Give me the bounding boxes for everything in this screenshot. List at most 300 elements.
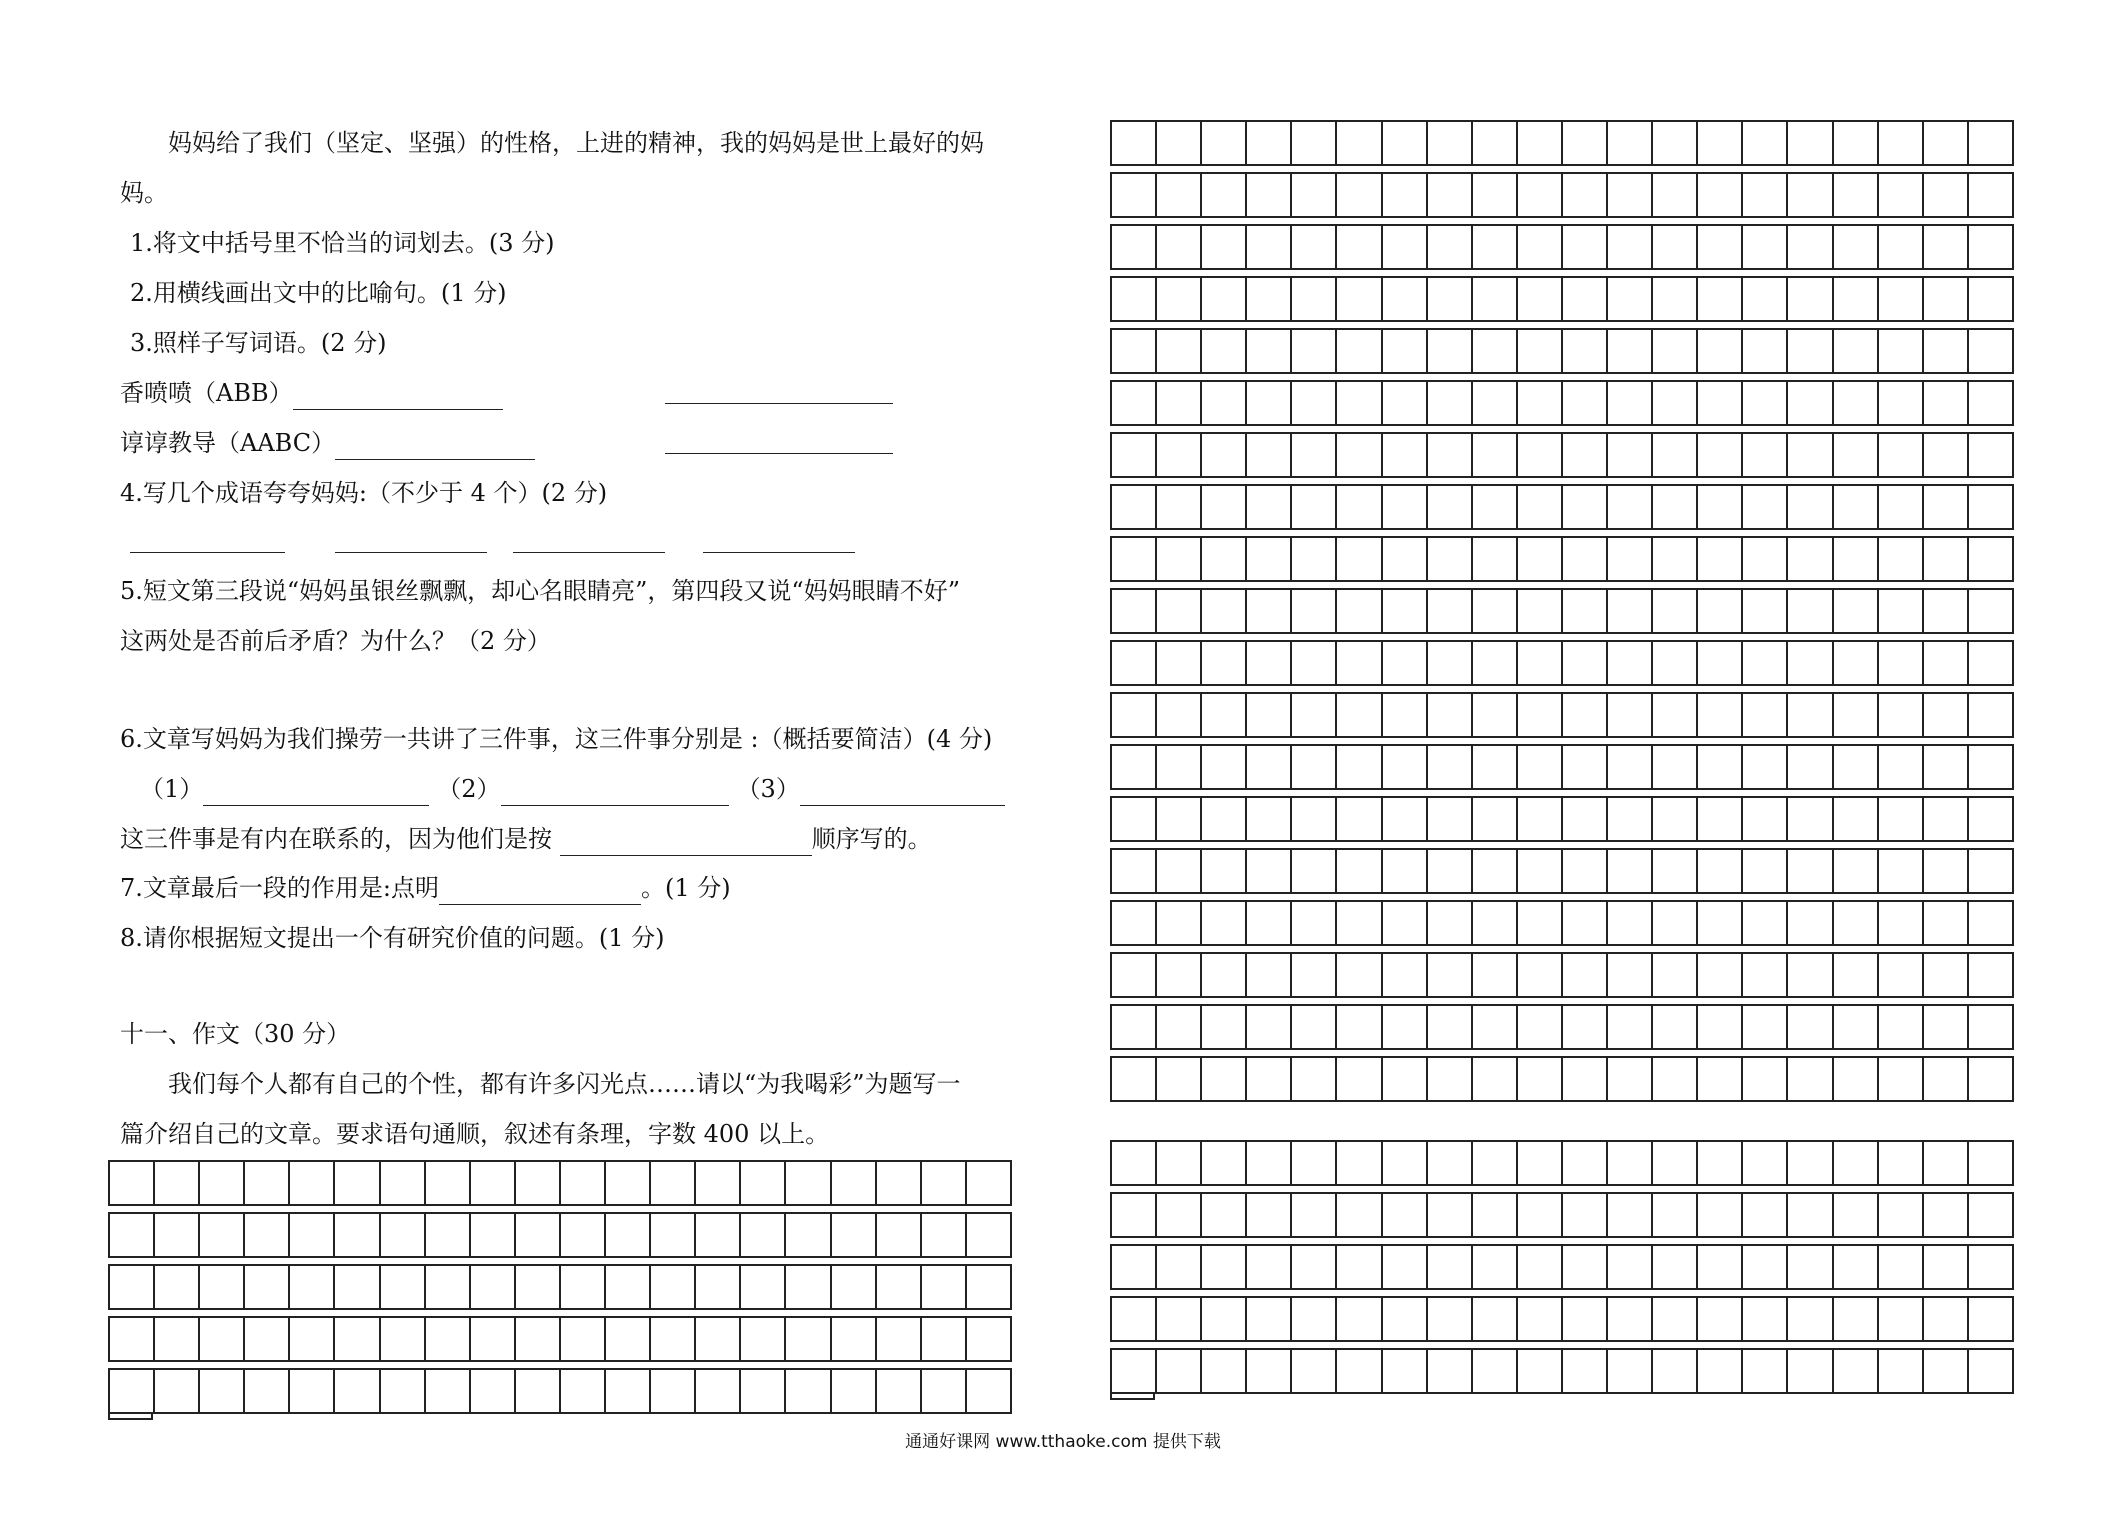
grid-cell[interactable] xyxy=(1608,486,1653,528)
grid-cell[interactable] xyxy=(1653,694,1698,736)
grid-cell[interactable] xyxy=(786,1266,831,1308)
grid-cell[interactable] xyxy=(1698,538,1743,580)
grid-cell[interactable] xyxy=(1563,434,1608,476)
grid-cell[interactable] xyxy=(832,1266,877,1308)
grid-cell[interactable] xyxy=(1879,226,1924,268)
grid-cell[interactable] xyxy=(1337,434,1382,476)
grid-cell[interactable] xyxy=(786,1318,831,1360)
grid-cell[interactable] xyxy=(1924,1058,1969,1100)
grid-cell[interactable] xyxy=(155,1214,200,1256)
grid-cell[interactable] xyxy=(1518,694,1563,736)
grid-cell[interactable] xyxy=(1653,850,1698,892)
grid-cell[interactable] xyxy=(1563,590,1608,632)
grid-cell[interactable] xyxy=(1247,1246,1292,1288)
grid-cell[interactable] xyxy=(1157,538,1202,580)
grid-cell[interactable] xyxy=(1924,122,1969,164)
grid-cell[interactable] xyxy=(1518,798,1563,840)
grid-cell[interactable] xyxy=(290,1266,335,1308)
grid-cell[interactable] xyxy=(1969,642,2012,684)
grid-cell[interactable] xyxy=(200,1162,245,1204)
grid-cell[interactable] xyxy=(1157,1058,1202,1100)
grid-cell[interactable] xyxy=(1743,642,1788,684)
grid-cell[interactable] xyxy=(290,1214,335,1256)
grid-cell[interactable] xyxy=(1698,382,1743,424)
grid-cell[interactable] xyxy=(922,1162,967,1204)
grid-cell[interactable] xyxy=(1247,954,1292,996)
grid-cell[interactable] xyxy=(1788,1298,1833,1340)
grid-cell[interactable] xyxy=(1112,954,1157,996)
grid-cell[interactable] xyxy=(1292,278,1337,320)
grid-cell[interactable] xyxy=(1834,1194,1879,1236)
grid-cell[interactable] xyxy=(1337,902,1382,944)
grid-cell[interactable] xyxy=(1743,278,1788,320)
grid-cell[interactable] xyxy=(1788,174,1833,216)
grid-cell[interactable] xyxy=(1112,746,1157,788)
grid-cell[interactable] xyxy=(1157,1006,1202,1048)
grid-cell[interactable] xyxy=(832,1370,877,1412)
grid-cell[interactable] xyxy=(1969,1350,2012,1392)
grid-cell[interactable] xyxy=(1834,538,1879,580)
grid-cell[interactable] xyxy=(1292,1194,1337,1236)
grid-cell[interactable] xyxy=(1834,382,1879,424)
grid-cell[interactable] xyxy=(1563,278,1608,320)
grid-cell[interactable] xyxy=(1608,1194,1653,1236)
grid-cell[interactable] xyxy=(1743,1298,1788,1340)
grid-cell[interactable] xyxy=(1112,434,1157,476)
grid-cell[interactable] xyxy=(1924,434,1969,476)
grid-cell[interactable] xyxy=(1383,954,1428,996)
grid-cell[interactable] xyxy=(1969,122,2012,164)
grid-cell[interactable] xyxy=(1653,1142,1698,1184)
grid-cell[interactable] xyxy=(1743,174,1788,216)
idiom-blank-1[interactable] xyxy=(130,552,285,553)
grid-cell[interactable] xyxy=(1698,174,1743,216)
grid-cell[interactable] xyxy=(1247,278,1292,320)
grid-cell[interactable] xyxy=(1473,382,1518,424)
grid-cell[interactable] xyxy=(1653,902,1698,944)
grid-cell[interactable] xyxy=(1337,122,1382,164)
grid-cell[interactable] xyxy=(1834,642,1879,684)
grid-cell[interactable] xyxy=(1743,382,1788,424)
grid-cell[interactable] xyxy=(1112,850,1157,892)
grid-cell[interactable] xyxy=(1969,278,2012,320)
grid-cell[interactable] xyxy=(1247,486,1292,528)
grid-cell[interactable] xyxy=(561,1370,606,1412)
grid-cell[interactable] xyxy=(1653,1246,1698,1288)
grid-cell[interactable] xyxy=(1383,382,1428,424)
grid-cell[interactable] xyxy=(1879,1350,1924,1392)
grid-cell[interactable] xyxy=(1112,798,1157,840)
grid-cell[interactable] xyxy=(1112,1006,1157,1048)
grid-cell[interactable] xyxy=(1608,642,1653,684)
grid-cell[interactable] xyxy=(1157,1246,1202,1288)
grid-cell[interactable] xyxy=(110,1214,155,1256)
grid-cell[interactable] xyxy=(110,1370,155,1412)
grid-cell[interactable] xyxy=(1337,1298,1382,1340)
grid-cell[interactable] xyxy=(1969,1298,2012,1340)
grid-cell[interactable] xyxy=(1788,590,1833,632)
grid-cell[interactable] xyxy=(696,1370,741,1412)
grid-cell[interactable] xyxy=(1337,486,1382,528)
grid-cell[interactable] xyxy=(1473,1350,1518,1392)
grid-cell[interactable] xyxy=(1337,1350,1382,1392)
grid-cell[interactable] xyxy=(426,1214,471,1256)
grid-cell[interactable] xyxy=(1924,1006,1969,1048)
grid-cell[interactable] xyxy=(561,1162,606,1204)
grid-cell[interactable] xyxy=(1879,850,1924,892)
grid-cell[interactable] xyxy=(1292,1298,1337,1340)
grid-cell[interactable] xyxy=(1879,642,1924,684)
grid-cell[interactable] xyxy=(1428,642,1473,684)
grid-cell[interactable] xyxy=(1112,330,1157,372)
grid-cell[interactable] xyxy=(1698,1350,1743,1392)
grid-cell[interactable] xyxy=(1698,694,1743,736)
grid-cell[interactable] xyxy=(1383,226,1428,268)
grid-cell[interactable] xyxy=(1112,642,1157,684)
grid-cell[interactable] xyxy=(967,1318,1010,1360)
grid-cell[interactable] xyxy=(741,1214,786,1256)
grid-cell[interactable] xyxy=(1292,382,1337,424)
grid-cell[interactable] xyxy=(1608,902,1653,944)
grid-cell[interactable] xyxy=(1383,278,1428,320)
grid-cell[interactable] xyxy=(335,1162,380,1204)
grid-cell[interactable] xyxy=(1924,486,1969,528)
grid-cell[interactable] xyxy=(1879,1006,1924,1048)
grid-cell[interactable] xyxy=(1157,954,1202,996)
grid-cell[interactable] xyxy=(1653,174,1698,216)
grid-cell[interactable] xyxy=(1428,1006,1473,1048)
grid-cell[interactable] xyxy=(1743,798,1788,840)
grid-cell[interactable] xyxy=(1247,174,1292,216)
grid-cell[interactable] xyxy=(1428,330,1473,372)
grid-cell[interactable] xyxy=(1383,590,1428,632)
grid-cell[interactable] xyxy=(1383,122,1428,164)
grid-cell[interactable] xyxy=(1743,434,1788,476)
grid-cell[interactable] xyxy=(1743,1350,1788,1392)
grid-cell[interactable] xyxy=(1247,590,1292,632)
grid-cell[interactable] xyxy=(1292,330,1337,372)
grid-cell[interactable] xyxy=(1157,590,1202,632)
grid-cell[interactable] xyxy=(1834,1006,1879,1048)
grid-cell[interactable] xyxy=(1292,642,1337,684)
grid-cell[interactable] xyxy=(1428,434,1473,476)
grid-cell[interactable] xyxy=(1518,1298,1563,1340)
grid-cell[interactable] xyxy=(1879,590,1924,632)
grid-cell[interactable] xyxy=(1428,954,1473,996)
grid-cell[interactable] xyxy=(471,1266,516,1308)
grid-cell[interactable] xyxy=(1337,382,1382,424)
grid-cell[interactable] xyxy=(1743,1006,1788,1048)
grid-cell[interactable] xyxy=(1428,1298,1473,1340)
grid-cell[interactable] xyxy=(1563,902,1608,944)
grid-cell[interactable] xyxy=(1788,746,1833,788)
grid-cell[interactable] xyxy=(1112,1058,1157,1100)
grid-cell[interactable] xyxy=(1653,122,1698,164)
grid-cell[interactable] xyxy=(1653,278,1698,320)
purpose-blank[interactable] xyxy=(439,878,641,905)
grid-cell[interactable] xyxy=(1924,538,1969,580)
grid-cell[interactable] xyxy=(381,1162,426,1204)
grid-cell[interactable] xyxy=(1653,382,1698,424)
grid-cell[interactable] xyxy=(1969,434,2012,476)
grid-cell[interactable] xyxy=(967,1162,1010,1204)
grid-cell[interactable] xyxy=(1834,486,1879,528)
grid-cell[interactable] xyxy=(1653,538,1698,580)
grid-cell[interactable] xyxy=(651,1318,696,1360)
grid-cell[interactable] xyxy=(1383,1006,1428,1048)
grid-cell[interactable] xyxy=(1743,590,1788,632)
grid-cell[interactable] xyxy=(696,1214,741,1256)
grid-cell[interactable] xyxy=(877,1214,922,1256)
grid-cell[interactable] xyxy=(1383,694,1428,736)
grid-cell[interactable] xyxy=(1428,746,1473,788)
grid-cell[interactable] xyxy=(1969,746,2012,788)
grid-cell[interactable] xyxy=(1428,278,1473,320)
grid-cell[interactable] xyxy=(1608,122,1653,164)
grid-cell[interactable] xyxy=(1428,1142,1473,1184)
grid-cell[interactable] xyxy=(1428,538,1473,580)
grid-cell[interactable] xyxy=(786,1214,831,1256)
grid-cell[interactable] xyxy=(1563,330,1608,372)
grid-cell[interactable] xyxy=(1292,538,1337,580)
grid-cell[interactable] xyxy=(1608,746,1653,788)
grid-cell[interactable] xyxy=(1743,122,1788,164)
grid-cell[interactable] xyxy=(1112,278,1157,320)
grid-cell[interactable] xyxy=(1743,850,1788,892)
grid-cell[interactable] xyxy=(1879,694,1924,736)
grid-cell[interactable] xyxy=(1202,382,1247,424)
grid-cell[interactable] xyxy=(1563,1142,1608,1184)
grid-cell[interactable] xyxy=(1743,538,1788,580)
grid-cell[interactable] xyxy=(1518,382,1563,424)
grid-cell[interactable] xyxy=(1924,642,1969,684)
grid-cell[interactable] xyxy=(1608,226,1653,268)
grid-cell[interactable] xyxy=(1834,694,1879,736)
grid-cell[interactable] xyxy=(1247,694,1292,736)
grid-cell[interactable] xyxy=(1563,1246,1608,1288)
grid-cell[interactable] xyxy=(1292,1006,1337,1048)
grid-cell[interactable] xyxy=(1337,798,1382,840)
grid-cell[interactable] xyxy=(110,1162,155,1204)
grid-cell[interactable] xyxy=(1834,954,1879,996)
grid-cell[interactable] xyxy=(1473,902,1518,944)
grid-cell[interactable] xyxy=(1337,538,1382,580)
grid-cell[interactable] xyxy=(1834,850,1879,892)
grid-cell[interactable] xyxy=(1473,122,1518,164)
grid-cell[interactable] xyxy=(1563,538,1608,580)
grid-cell[interactable] xyxy=(1202,954,1247,996)
grid-cell[interactable] xyxy=(877,1266,922,1308)
grid-cell[interactable] xyxy=(1608,1006,1653,1048)
grid-cell[interactable] xyxy=(1653,746,1698,788)
event-blank-2[interactable] xyxy=(501,779,729,806)
grid-cell[interactable] xyxy=(1563,798,1608,840)
grid-cell[interactable] xyxy=(1743,746,1788,788)
grid-cell[interactable] xyxy=(1788,278,1833,320)
grid-cell[interactable] xyxy=(1743,1058,1788,1100)
grid-cell[interactable] xyxy=(471,1162,516,1204)
grid-cell[interactable] xyxy=(1788,330,1833,372)
grid-cell[interactable] xyxy=(1518,330,1563,372)
grid-cell[interactable] xyxy=(200,1214,245,1256)
grid-cell[interactable] xyxy=(1247,1006,1292,1048)
grid-cell[interactable] xyxy=(1292,1142,1337,1184)
idiom-blank-4[interactable] xyxy=(703,552,855,553)
grid-cell[interactable] xyxy=(1698,122,1743,164)
grid-cell[interactable] xyxy=(200,1266,245,1308)
grid-cell[interactable] xyxy=(1563,694,1608,736)
grid-cell[interactable] xyxy=(1247,1298,1292,1340)
grid-cell[interactable] xyxy=(1112,590,1157,632)
grid-cell[interactable] xyxy=(1202,590,1247,632)
grid-cell[interactable] xyxy=(1969,694,2012,736)
grid-cell[interactable] xyxy=(1608,538,1653,580)
grid-cell[interactable] xyxy=(155,1266,200,1308)
grid-cell[interactable] xyxy=(1698,954,1743,996)
grid-cell[interactable] xyxy=(1608,954,1653,996)
grid-cell[interactable] xyxy=(245,1214,290,1256)
grid-cell[interactable] xyxy=(381,1214,426,1256)
grid-cell[interactable] xyxy=(1202,1246,1247,1288)
grid-cell[interactable] xyxy=(200,1318,245,1360)
grid-cell[interactable] xyxy=(1518,122,1563,164)
grid-cell[interactable] xyxy=(1698,1058,1743,1100)
grid-cell[interactable] xyxy=(1157,1142,1202,1184)
grid-cell[interactable] xyxy=(1247,746,1292,788)
grid-cell[interactable] xyxy=(1924,590,1969,632)
grid-cell[interactable] xyxy=(1563,850,1608,892)
grid-cell[interactable] xyxy=(1383,486,1428,528)
grid-cell[interactable] xyxy=(1247,1142,1292,1184)
grid-cell[interactable] xyxy=(1788,538,1833,580)
grid-cell[interactable] xyxy=(1879,1194,1924,1236)
grid-cell[interactable] xyxy=(1608,798,1653,840)
grid-cell[interactable] xyxy=(1202,642,1247,684)
grid-cell[interactable] xyxy=(651,1370,696,1412)
grid-cell[interactable] xyxy=(1608,1246,1653,1288)
grid-cell[interactable] xyxy=(155,1370,200,1412)
grid-cell[interactable] xyxy=(1337,746,1382,788)
grid-cell[interactable] xyxy=(1337,330,1382,372)
grid-cell[interactable] xyxy=(1157,434,1202,476)
grid-cell[interactable] xyxy=(1247,642,1292,684)
grid-cell[interactable] xyxy=(1969,330,2012,372)
grid-cell[interactable] xyxy=(1834,746,1879,788)
grid-cell[interactable] xyxy=(922,1214,967,1256)
grid-cell[interactable] xyxy=(471,1214,516,1256)
grid-cell[interactable] xyxy=(1924,174,1969,216)
grid-cell[interactable] xyxy=(1879,954,1924,996)
grid-cell[interactable] xyxy=(1202,1350,1247,1392)
grid-cell[interactable] xyxy=(1834,1142,1879,1184)
grid-cell[interactable] xyxy=(1383,174,1428,216)
grid-cell[interactable] xyxy=(1834,278,1879,320)
grid-cell[interactable] xyxy=(696,1266,741,1308)
grid-cell[interactable] xyxy=(1924,1246,1969,1288)
grid-cell[interactable] xyxy=(1563,1194,1608,1236)
grid-cell[interactable] xyxy=(1112,1194,1157,1236)
grid-cell[interactable] xyxy=(1202,1058,1247,1100)
grid-cell[interactable] xyxy=(1608,382,1653,424)
grid-cell[interactable] xyxy=(1608,174,1653,216)
grid-cell[interactable] xyxy=(1157,1350,1202,1392)
grid-cell[interactable] xyxy=(696,1318,741,1360)
grid-cell[interactable] xyxy=(1247,538,1292,580)
grid-cell[interactable] xyxy=(1608,278,1653,320)
grid-cell[interactable] xyxy=(1834,434,1879,476)
grid-cell[interactable] xyxy=(1428,122,1473,164)
grid-cell[interactable] xyxy=(1292,694,1337,736)
grid-cell[interactable] xyxy=(1112,1246,1157,1288)
answer-blank[interactable] xyxy=(293,383,503,410)
grid-cell[interactable] xyxy=(1112,122,1157,164)
grid-cell[interactable] xyxy=(1743,330,1788,372)
grid-cell[interactable] xyxy=(606,1318,651,1360)
grid-cell[interactable] xyxy=(1788,694,1833,736)
grid-cell[interactable] xyxy=(1924,278,1969,320)
grid-cell[interactable] xyxy=(651,1214,696,1256)
grid-cell[interactable] xyxy=(1518,434,1563,476)
grid-cell[interactable] xyxy=(1383,902,1428,944)
grid-cell[interactable] xyxy=(561,1214,606,1256)
grid-cell[interactable] xyxy=(1788,486,1833,528)
grid-cell[interactable] xyxy=(1473,1246,1518,1288)
grid-cell[interactable] xyxy=(1518,226,1563,268)
grid-cell[interactable] xyxy=(1563,1350,1608,1392)
grid-cell[interactable] xyxy=(1383,798,1428,840)
grid-cell[interactable] xyxy=(1202,486,1247,528)
grid-cell[interactable] xyxy=(1518,1006,1563,1048)
grid-cell[interactable] xyxy=(1473,1006,1518,1048)
grid-cell[interactable] xyxy=(1473,1142,1518,1184)
grid-cell[interactable] xyxy=(1292,590,1337,632)
grid-cell[interactable] xyxy=(1924,1142,1969,1184)
grid-cell[interactable] xyxy=(516,1370,561,1412)
grid-cell[interactable] xyxy=(1337,1006,1382,1048)
grid-cell[interactable] xyxy=(1879,278,1924,320)
grid-cell[interactable] xyxy=(1924,746,1969,788)
grid-cell[interactable] xyxy=(832,1318,877,1360)
grid-cell[interactable] xyxy=(335,1370,380,1412)
grid-cell[interactable] xyxy=(1879,434,1924,476)
grid-cell[interactable] xyxy=(1202,330,1247,372)
grid-cell[interactable] xyxy=(922,1266,967,1308)
grid-cell[interactable] xyxy=(1337,954,1382,996)
grid-cell[interactable] xyxy=(1834,902,1879,944)
grid-cell[interactable] xyxy=(1743,1142,1788,1184)
grid-cell[interactable] xyxy=(1969,226,2012,268)
grid-cell[interactable] xyxy=(1969,382,2012,424)
grid-cell[interactable] xyxy=(1834,122,1879,164)
grid-cell[interactable] xyxy=(1563,746,1608,788)
grid-cell[interactable] xyxy=(1157,850,1202,892)
grid-cell[interactable] xyxy=(1563,954,1608,996)
grid-cell[interactable] xyxy=(1383,642,1428,684)
grid-cell[interactable] xyxy=(1879,382,1924,424)
grid-cell[interactable] xyxy=(1653,954,1698,996)
grid-cell[interactable] xyxy=(1879,122,1924,164)
grid-cell[interactable] xyxy=(1473,486,1518,528)
grid-cell[interactable] xyxy=(1969,538,2012,580)
grid-cell[interactable] xyxy=(1202,278,1247,320)
grid-cell[interactable] xyxy=(516,1214,561,1256)
grid-cell[interactable] xyxy=(1383,850,1428,892)
grid-cell[interactable] xyxy=(1292,174,1337,216)
grid-cell[interactable] xyxy=(1428,590,1473,632)
grid-cell[interactable] xyxy=(1608,694,1653,736)
grid-cell[interactable] xyxy=(786,1162,831,1204)
grid-cell[interactable] xyxy=(1879,1298,1924,1340)
